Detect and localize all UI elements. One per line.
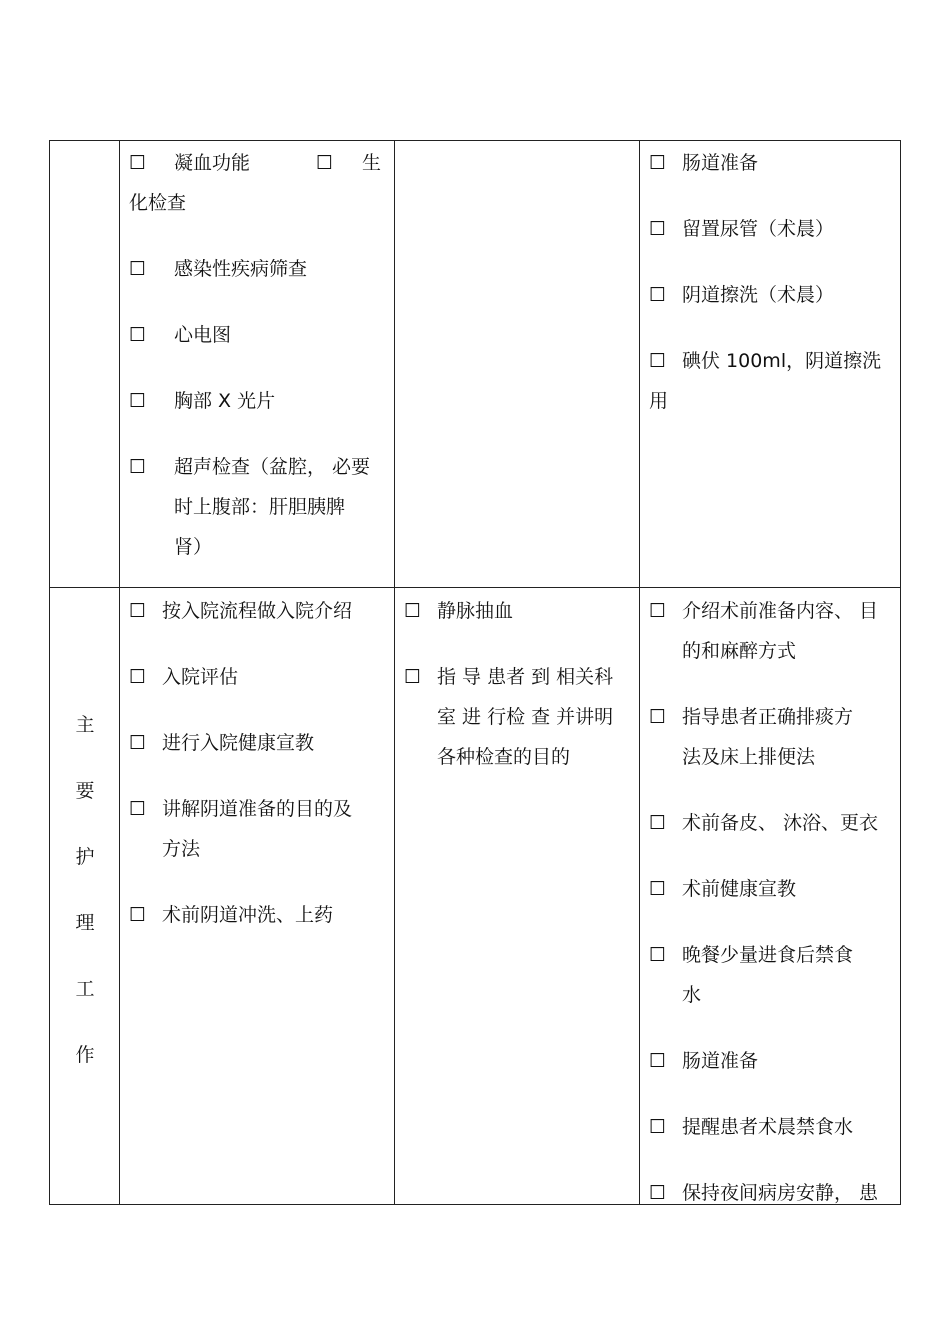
item-text: 讲解阴道准备的目的及	[162, 798, 353, 820]
list-item	[129, 249, 384, 289]
checkbox-icon: ☐	[649, 944, 667, 966]
row2-exam-guidance-cell	[404, 591, 634, 803]
row-label-char: 护	[75, 846, 95, 868]
checkbox-icon: ☐	[404, 600, 422, 622]
item-text: 入院评估	[162, 666, 239, 688]
item-text: 晚餐少量进食后禁食	[682, 944, 854, 966]
list-item	[404, 657, 634, 777]
item-text: 时上腹部：肝胆胰脾	[174, 496, 346, 518]
item-text: 超声检查（盆腔， 必要	[174, 456, 371, 478]
checkbox-icon: ☐	[129, 390, 147, 412]
item-text: 水	[682, 984, 702, 1006]
item-text: 按入院流程做入院介绍	[162, 600, 353, 622]
list-item	[649, 935, 894, 1015]
list-item	[649, 341, 894, 421]
item-text: 生	[362, 152, 382, 174]
item-text: 方法	[162, 838, 201, 860]
row-label-char: 主	[75, 714, 95, 736]
row2-preop-cell	[649, 591, 894, 1213]
column-divider	[639, 141, 640, 1204]
item-text: 凝血功能	[174, 152, 251, 174]
checkbox-icon: ☐	[129, 904, 147, 926]
list-item	[129, 447, 384, 567]
list-item	[649, 1173, 894, 1213]
item-text: 术前阴道冲洗、上药	[162, 904, 334, 926]
list-item	[404, 591, 634, 631]
checkbox-icon: ☐	[649, 706, 667, 728]
list-item	[129, 789, 384, 869]
checkbox-icon: ☐	[649, 152, 667, 174]
item-text: 提醒患者术晨禁食水	[682, 1116, 854, 1138]
item-text: 的和麻醉方式	[682, 640, 797, 662]
nursing-pathway-table	[49, 140, 901, 1205]
list-item	[649, 591, 894, 671]
checkbox-icon: ☐	[129, 732, 147, 754]
item-text: 介绍术前准备内容、 目	[682, 600, 879, 622]
item-text: 室 进 行检 查 并讲明	[437, 706, 614, 728]
list-item	[129, 591, 384, 631]
item-text: 用	[649, 390, 669, 412]
list-item	[649, 1041, 894, 1081]
item-text: 阴道擦洗（术晨）	[682, 284, 835, 306]
checkbox-icon: ☐	[649, 350, 667, 372]
list-item	[649, 803, 894, 843]
row1-exams-cell	[129, 143, 384, 567]
checkbox-icon: ☐	[129, 798, 147, 820]
checkbox-icon: ☐	[404, 666, 422, 688]
item-text: 留置尿管（术晨）	[682, 218, 835, 240]
checkbox-icon: ☐	[649, 878, 667, 900]
list-item	[649, 143, 894, 183]
list-item	[129, 895, 384, 935]
item-text: 进行入院健康宣教	[162, 732, 315, 754]
list-item	[649, 697, 894, 777]
checkbox-icon: ☐	[129, 666, 147, 688]
item-text: 肠道准备	[682, 1050, 759, 1072]
list-item	[649, 209, 894, 249]
item-text: 术前备皮、 沐浴、更衣	[682, 812, 879, 834]
item-text: 胸部 X 光片	[174, 390, 276, 412]
checkbox-icon: ☐	[129, 324, 147, 346]
list-item	[649, 869, 894, 909]
checkbox-icon: ☐	[316, 152, 334, 174]
list-item	[129, 143, 384, 223]
list-item	[129, 657, 384, 697]
checkbox-icon: ☐	[649, 284, 667, 306]
checkbox-icon: ☐	[129, 152, 147, 174]
row1-procedures-cell	[649, 143, 894, 421]
item-text: 化检查	[129, 192, 187, 214]
item-text: 肠道准备	[682, 152, 759, 174]
row-divider	[50, 587, 900, 588]
checkbox-icon: ☐	[649, 1116, 667, 1138]
checkbox-icon: ☐	[129, 600, 147, 622]
item-text: 肾）	[174, 536, 213, 558]
row-label-main-nursing-work	[50, 588, 120, 1205]
checkbox-icon: ☐	[649, 600, 667, 622]
item-text: 感染性疾病筛查	[174, 258, 308, 280]
item-text: 指 导 患者 到 相关科	[437, 666, 614, 688]
checkbox-icon: ☐	[649, 1182, 667, 1204]
list-item	[649, 1107, 894, 1147]
list-item	[649, 275, 894, 315]
item-text: 术前健康宣教	[682, 878, 797, 900]
item-text: 心电图	[174, 324, 232, 346]
checkbox-icon: ☐	[129, 258, 147, 280]
row2-admission-cell	[129, 591, 384, 961]
column-divider	[394, 141, 395, 1204]
checkbox-icon: ☐	[649, 1050, 667, 1072]
checkbox-icon: ☐	[129, 456, 147, 478]
list-item	[129, 723, 384, 763]
checkbox-icon: ☐	[649, 218, 667, 240]
item-text: 碘伏 100ml，阴道擦洗	[682, 350, 882, 372]
item-text: 指导患者正确排痰方	[682, 706, 854, 728]
row-label-char: 工	[75, 978, 95, 1000]
checkbox-icon: ☐	[649, 812, 667, 834]
item-text: 保持夜间病房安静， 患	[682, 1182, 879, 1204]
row-label-char: 理	[75, 912, 95, 934]
item-text: 静脉抽血	[437, 600, 514, 622]
list-item	[129, 315, 384, 355]
item-text: 法及床上排便法	[682, 746, 816, 768]
row-label-char: 要	[75, 780, 95, 802]
row-label-char: 作	[75, 1044, 95, 1066]
item-text: 各种检查的目的	[437, 746, 571, 768]
list-item	[129, 381, 384, 421]
